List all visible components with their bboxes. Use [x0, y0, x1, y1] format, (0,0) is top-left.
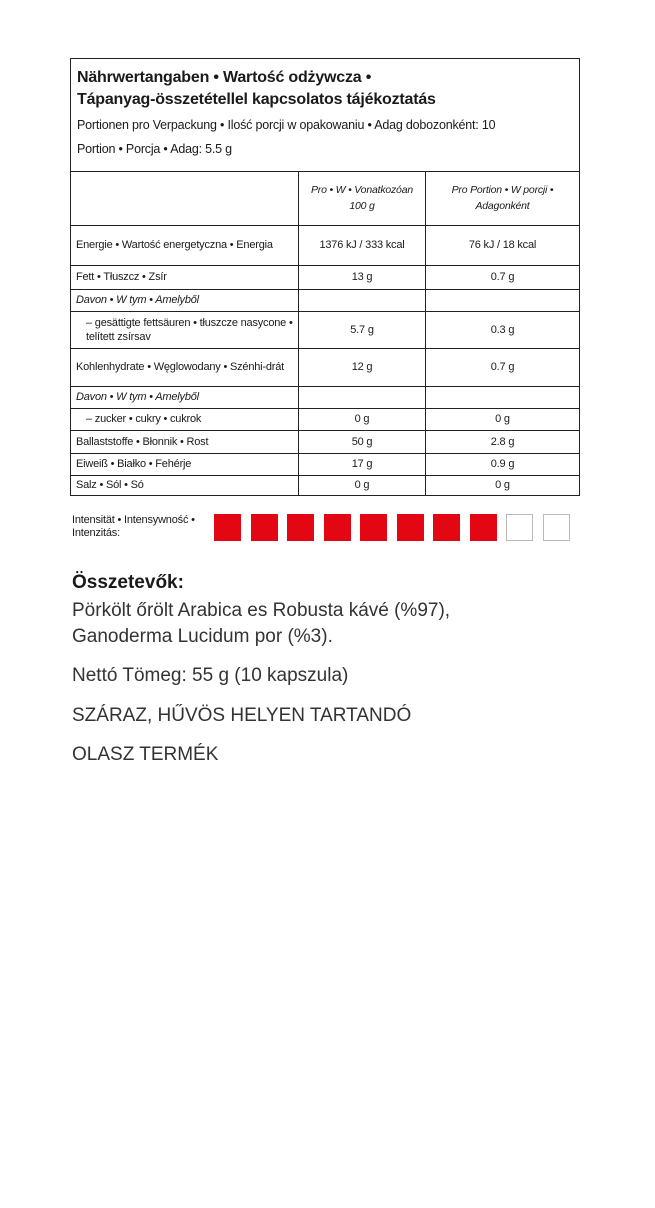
intensity-box-filled — [287, 514, 314, 541]
intensity-box-filled — [397, 514, 424, 541]
row-value-100g — [299, 289, 426, 311]
row-label: Davon • W tym • Amelyből — [71, 386, 299, 408]
row-value-100g: 17 g — [299, 453, 426, 475]
row-value-100g: 13 g — [299, 265, 426, 289]
column-header-portion: Pro Portion • W porcji • Adagonként — [451, 184, 554, 213]
table-row — [71, 386, 579, 408]
ingredients-line-1: Pörkölt őrölt Arabica es Robusta kávé (%97), — [72, 600, 451, 621]
row-value-100g: 5.7 g — [299, 311, 426, 348]
intensity-box-filled — [324, 514, 351, 541]
intensity-box-filled — [360, 514, 387, 541]
row-value-portion: 0 g — [426, 475, 580, 495]
nutrition-panel — [70, 58, 580, 496]
intensity-boxes — [214, 514, 579, 541]
row-value-portion: 0.3 g — [426, 311, 580, 348]
intensity-label: Intensität • Intensywność • Intenzitás: — [72, 514, 195, 539]
portions-per-pack: Portionen pro Verpackung • Ilość porcji w opakowaniu • Adag dobozonként: 10 — [77, 118, 496, 132]
nutrition-title-line1: Nährwertangaben • Wartość odżywcza • — [77, 69, 372, 86]
nutrition-title-line2: Tápanyag-összetétellel kapcsolatos tájékoztatás — [77, 91, 436, 108]
table-row — [71, 430, 579, 453]
storage-instruction: SZÁRAZ, HŰVÖS HELYEN TARTANDÓ — [72, 705, 412, 726]
portion-size: Portion • Porcja • Adag: 5.5 g — [77, 142, 232, 156]
row-value-100g: 50 g — [299, 430, 426, 453]
intensity-box-filled — [470, 514, 497, 541]
row-label: Salz • Sól • Só — [71, 475, 299, 495]
header-empty-cell — [71, 172, 299, 225]
row-value-portion: 2.8 g — [426, 430, 580, 453]
table-header-row — [71, 172, 579, 225]
intensity-box-filled — [251, 514, 278, 541]
net-weight: Nettó Tömeg: 55 g (10 kapszula) — [72, 665, 349, 686]
intensity-box-empty — [506, 514, 533, 541]
row-value-100g: 0 g — [299, 408, 426, 430]
intensity-box-filled — [433, 514, 460, 541]
ingredients-line-2: Ganoderma Lucidum por (%3). — [72, 626, 333, 647]
table-row — [71, 289, 579, 311]
table-row — [71, 311, 579, 348]
row-value-portion: 0.9 g — [426, 453, 580, 475]
row-label: Kohlenhydrate • Węglowodany • Szénhi-drát — [71, 348, 299, 386]
row-value-100g: 1376 kJ / 333 kcal — [299, 225, 426, 265]
row-value-100g: 12 g — [299, 348, 426, 386]
nutrition-header — [71, 59, 579, 172]
table-row — [71, 225, 579, 265]
nutrition-table — [71, 172, 579, 495]
row-label: Eiweiß • Białko • Fehérje — [71, 453, 299, 475]
row-value-portion: 0.7 g — [426, 348, 580, 386]
row-label: Ballaststoffe • Błonnik • Rost — [71, 430, 299, 453]
row-label: Fett • Tłuszcz • Zsír — [71, 265, 299, 289]
row-value-portion — [426, 289, 580, 311]
column-header-100g: Pro • W • Vonatkozóan 100 g — [299, 172, 426, 225]
table-row — [71, 408, 579, 430]
table-row — [71, 348, 579, 386]
table-row — [71, 453, 579, 475]
row-value-portion — [426, 386, 580, 408]
row-value-portion: 0 g — [426, 408, 580, 430]
row-label: – gesättigte fettsäuren • tłuszcze nasycone • telített zsírsav — [71, 311, 299, 348]
row-label: Energie • Wartość energetyczna • Energia — [71, 225, 299, 265]
row-value-100g: 0 g — [299, 475, 426, 495]
row-value-portion: 76 kJ / 18 kcal — [426, 225, 580, 265]
row-label: Davon • W tym • Amelyből — [71, 289, 299, 311]
intensity-scale — [72, 514, 655, 544]
row-value-portion: 0.7 g — [426, 265, 580, 289]
row-label: – zucker • cukry • cukrok — [71, 408, 299, 430]
table-row — [71, 265, 579, 289]
ingredients-heading: Összetevők: — [72, 572, 184, 593]
intensity-box-filled — [214, 514, 241, 541]
origin-text: OLASZ TERMÉK — [72, 744, 219, 765]
intensity-box-empty — [543, 514, 570, 541]
row-value-100g — [299, 386, 426, 408]
table-row — [71, 475, 579, 495]
